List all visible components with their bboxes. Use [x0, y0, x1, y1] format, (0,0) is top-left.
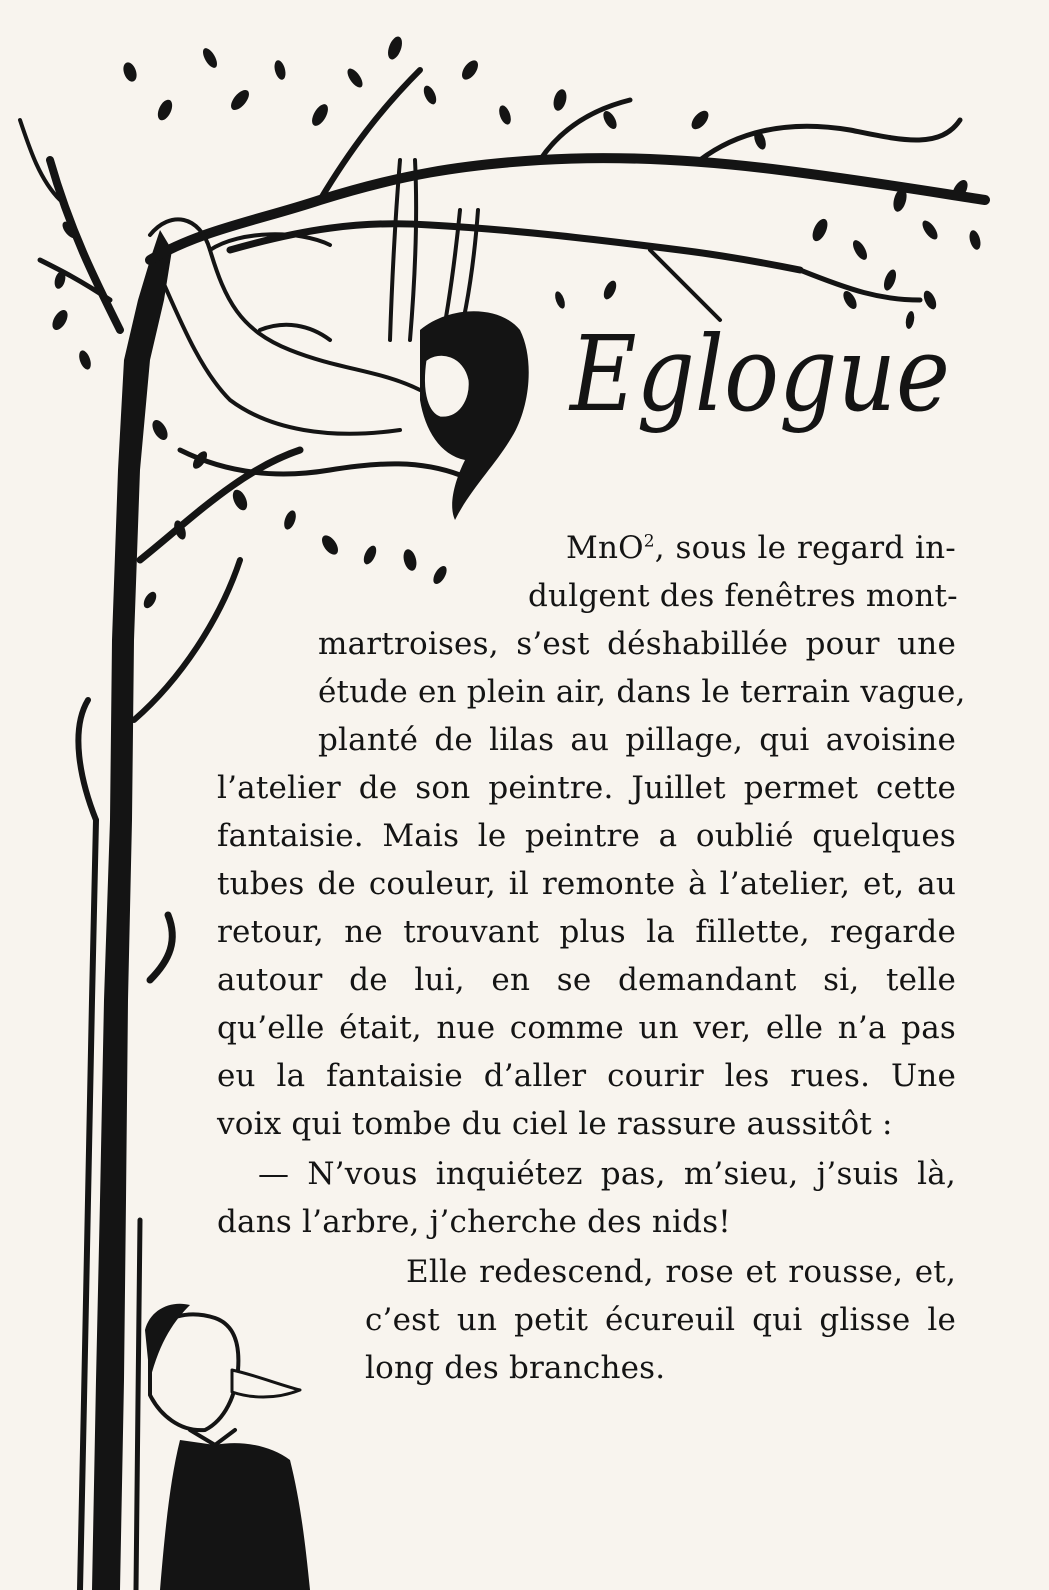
text-line: MnO$^2$, sous le regard in-: [566, 530, 956, 566]
text-line: autour de lui, en se demandant si, telle: [217, 962, 956, 998]
text-line: qu’elle était, nue comme un ver, elle n’a pas: [217, 1010, 956, 1046]
text-line: c’est un petit écureuil qui glisse le: [365, 1302, 956, 1338]
text-line: long des branches.: [365, 1350, 666, 1386]
text-line: Elle redescend, rose et rousse, et,: [406, 1254, 956, 1290]
page-title: [560, 290, 980, 490]
text-line: — N’vous inquiétez pas, m’sieu, j’suis là,: [258, 1156, 956, 1192]
text-line: eu la fantaisie d’aller courir les rues. Une: [217, 1058, 956, 1094]
text-line: dulgent des fenêtres mont-: [528, 578, 958, 614]
text-line: fantaisie. Mais le peintre a oublié quelques: [217, 818, 956, 854]
text-line: martroises, s’est déshabillée pour une: [318, 626, 956, 662]
text-line: tubes de couleur, il remonte à l’atelier, et, au: [217, 866, 956, 902]
text-line: voix qui tombe du ciel le rassure aussitôt :: [217, 1106, 893, 1142]
text-line: l’atelier de son peintre. Juillet permet cette: [217, 770, 956, 806]
page-title-text: Eglogue: [568, 313, 950, 435]
text-line: dans l’arbre, j’cherche des nids!: [217, 1204, 731, 1240]
text-line: planté de lilas au pillage, qui avoisine: [318, 722, 956, 758]
text-line: retour, ne trouvant plus la fillette, regarde: [217, 914, 956, 950]
text-line: étude en plein air, dans le terrain vague,: [318, 674, 966, 710]
